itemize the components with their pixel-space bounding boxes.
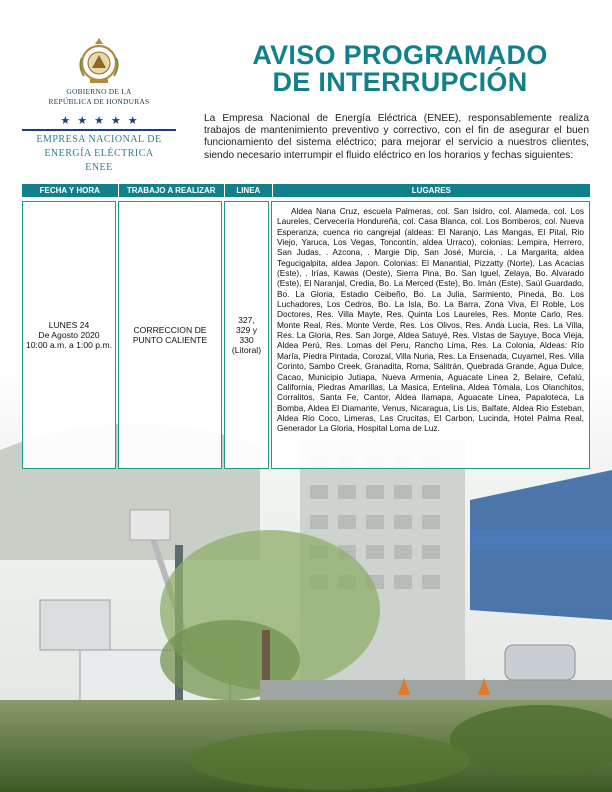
date-month: De Agosto 2020 bbox=[38, 330, 100, 340]
date-time: 10:00 a.m. a 1:00 p.m. bbox=[26, 340, 112, 350]
divider bbox=[22, 129, 176, 131]
government-line-2: REPÚBLICA DE HONDURAS bbox=[48, 97, 150, 106]
page-title bbox=[200, 42, 600, 96]
company-line-1: EMPRESA NACIONAL DE bbox=[36, 134, 162, 145]
line-region: (Litoral) bbox=[231, 345, 262, 355]
header-date: FECHA Y HORA bbox=[22, 184, 119, 197]
company-line-3: ENEE bbox=[85, 162, 113, 173]
table-header bbox=[22, 184, 590, 197]
title-line-1: AVISO PROGRAMADO bbox=[252, 40, 548, 70]
line-number-2: 329 y bbox=[235, 325, 257, 335]
work-line-2: PUNTO CALIENTE bbox=[132, 335, 208, 345]
title-line-2: DE INTERRUPCIÓN bbox=[272, 67, 528, 97]
government-line-1: GOBIERNO DE LA bbox=[66, 87, 132, 96]
coat-of-arms-icon bbox=[76, 36, 122, 86]
line-number-1: 327, bbox=[238, 315, 255, 325]
table-row bbox=[22, 201, 590, 469]
date-cell bbox=[22, 201, 116, 469]
header-line: LINEA bbox=[225, 184, 273, 197]
date-day: LUNES 24 bbox=[48, 320, 90, 330]
company-line-2: ENERGÍA ELÉCTRICA bbox=[44, 148, 154, 159]
line-cell bbox=[224, 201, 269, 469]
work-line-1: CORRECCION DE bbox=[133, 325, 207, 335]
header-work: TRABAJO A REALIZAR bbox=[119, 184, 225, 197]
intro-paragraph: La Empresa Nacional de Energía Eléctrica (ENEE), responsablemente realiza trabajos de mantenimiento preventivo y correctivo, con el fin de asegurar el buen funcionamiento del sistema eléctrico; para mejorar el servicio a nuestros clientes, siendo necesario interrumpir el fluido eléctrico en los horarios y fechas siguientes: bbox=[204, 113, 589, 161]
schedule-table bbox=[22, 184, 590, 469]
work-cell bbox=[118, 201, 222, 469]
places-cell: Aldea Nana Cruz, escuela Palmeras, col. San Isidro, col. Alameda, col. Los Laureles, Cervecería Hondureña, col. Casa Blanca, col. Los Bomberos, col. Nueva Esperanza, cuenca rio cangrejal (aldeas: El Naranjo, Las Mangas, El Pital, Rio Viejo, Yaruca, Los Vegas, Toncontín, aldea Urraco), colonias: Lempira, Herrero, San Judas, . Azcona, . Margie Dip, San José, Murcia, . La Margarita, aldea Tegucigalpita, aldea Japon. Colonias: El Manantial, Pizzatty (Norte), Las Acacias (Este), . Irías, Kawas (Oeste), Sierra Pina, Bo. San Iguel, Zelaya, Bo. Alvarado (Este), El Naranjal, Credia, Bo. La Merced (Este), Bo. Imán (Este), Saúl Guardado, Bo. La Gloria, Estadio Ceibeño, Bo. La Julia, Sarmiento, Pineda, Bo. Los Luchadores, Los Cedros, Bo. La Isla, Bo. La Barra, Zona Viva, El Roble, Los Doctores, Res. Villa Mayte, Res. Quinta Los Laureles, Res. Monte Carlo, Res. Monte Real, Res. Monte Verde, Res. Los Olivos, Res. Anda Lucia, Res. La Villa, Res. La Gloria, Res. San Jorge, Aldea Satuyé, Res. Vistas de Sayuye, Boca Vieja, Aldea Perú, Res. Lomas del Peru, Rancho Lima, Res. La Colonia, Aldeas: Río María, Piedra Pintada, Corozal, Villa Nuria, Res. La Ensenada, Cuyamel, Res. Villa Corinto, Sambo Creek, Granadita, Roma, Salitrán, Quebrada Grande, Agua Dulce, Cacao, Municipio Jutiapa, Nueva Armenia, Aguacate Linea 2, Belaire, Cefalú, California, Piedras Amarillas, La Masica, Entelina, Aldea Tómala, Los Olanchitos, Corralitos, Santa Fe, Cantor, Aldea Ilamapa, Aguacate Linea, Papaloteca, La Bomba, Aldea El Diamante, Venus, Nicaragua, Lis Lis, Balfate, Aldea Rio Esteban, Aldea Rio Coco, Limeras, Las Crucitas, El Carbon, Lucinda, Hotel Palma Real, Generador La Gloria, Hospital Loma de Luz. bbox=[271, 201, 590, 469]
line-number-3: 330 bbox=[239, 335, 254, 345]
header-places: LUGARES bbox=[411, 186, 451, 195]
header-logo-block bbox=[18, 36, 180, 173]
stars-icon: ★★★★★ bbox=[60, 115, 145, 127]
